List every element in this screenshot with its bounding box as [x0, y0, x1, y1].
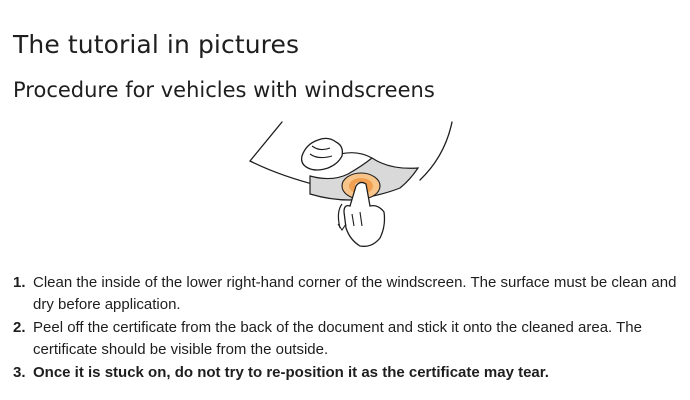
list-item [13, 317, 678, 360]
section-subtitle: Procedure for vehicles with windscreens [13, 78, 435, 102]
step-number: 1. [13, 274, 26, 291]
page-title: The tutorial in pictures [13, 30, 300, 59]
instruction-steps [13, 272, 678, 386]
step-text: Clean the inside of the lower right-hand corner of the windscreen. The surface must be clean and dry before application. [33, 274, 677, 313]
hand-applying-sticker-icon [240, 116, 460, 256]
list-item [13, 362, 678, 384]
step-number: 2. [13, 319, 26, 336]
step-text: Peel off the certificate from the back of the document and stick it onto the cleaned area. The certificate should be visible from the outside. [33, 319, 642, 358]
list-item [13, 272, 678, 315]
step-text: Once it is stuck on, do not try to re-position it as the certificate may tear. [33, 364, 549, 381]
step-number: 3. [13, 364, 26, 381]
